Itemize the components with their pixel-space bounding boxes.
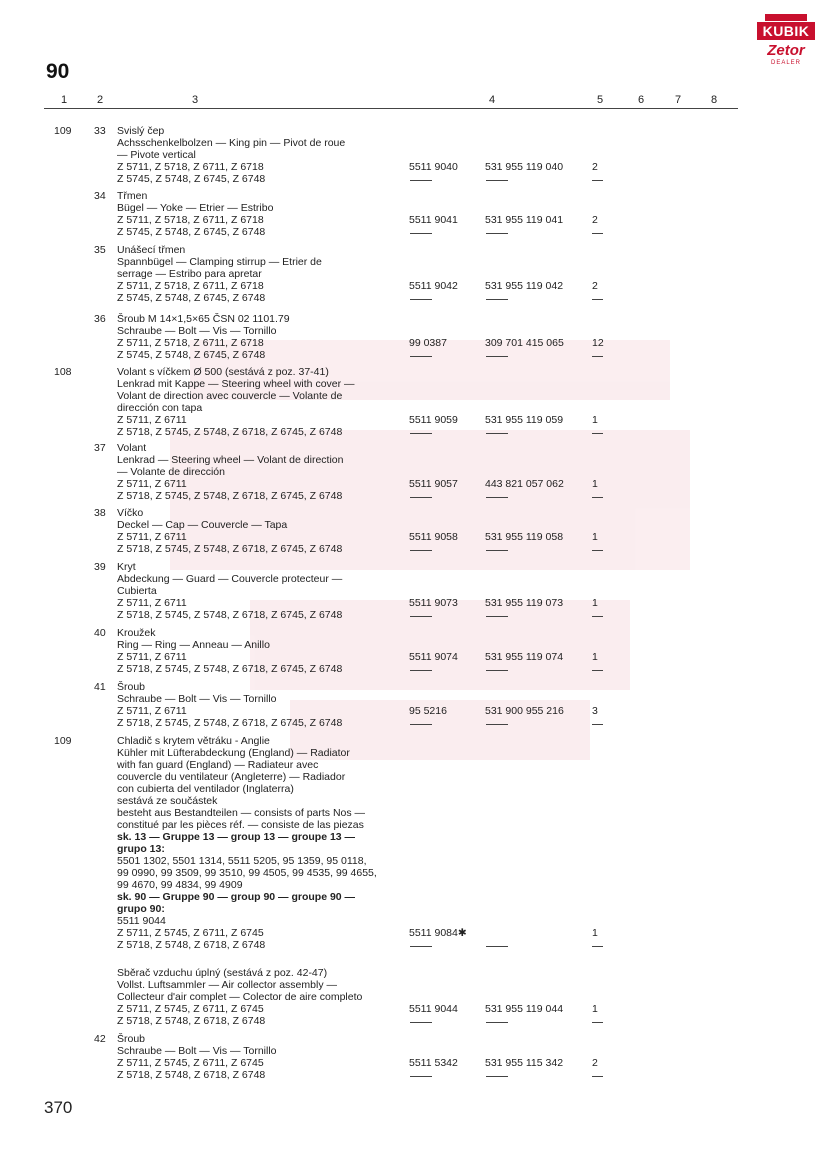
description-line: sk. 13 — Gruppe 13 — group 13 — groupe 13 — (117, 831, 356, 843)
quantity: 2 (592, 1057, 598, 1069)
ditto-dash (592, 180, 603, 181)
ditto-dash (410, 724, 432, 725)
ditto-dash (486, 180, 508, 181)
ditto-dash (592, 616, 603, 617)
part-number: 5511 9084✱ (409, 927, 467, 939)
ditto-dash (592, 497, 603, 498)
description-line: Kroužek (117, 627, 156, 639)
description-line: Volant (117, 442, 147, 454)
description-line: Cubierta (117, 585, 157, 597)
description-line: Z 5711, Z 6711 (117, 651, 187, 663)
description-line: con cubierta del ventilador (Inglaterra) (117, 783, 294, 795)
description-line: 5501 1302, 5501 1314, 5511 5205, 95 1359, 95 0118, (117, 855, 367, 867)
quantity: 1 (592, 1003, 598, 1015)
catalog-number: 531 955 119 058 (485, 531, 564, 543)
description-line: Z 5745, Z 5748, Z 6745, Z 6748 (117, 173, 266, 185)
description-line: Schraube — Bolt — Vis — Tornillo (117, 693, 277, 705)
part-number: 5511 9042 (409, 280, 458, 292)
description-line: Šroub (117, 681, 146, 693)
description-line: Ring — Ring — Anneau — Anillo (117, 639, 270, 651)
description-line: — Volante de dirección (117, 466, 225, 478)
description-line: Z 5718, Z 5745, Z 5748, Z 6718, Z 6745, Z 6748 (117, 426, 343, 438)
description-line: Deckel — Cap — Couvercle — Tapa (117, 519, 288, 531)
description-line: Z 5718, Z 5748, Z 6718, Z 6748 (117, 1069, 266, 1081)
description-line: sk. 90 — Gruppe 90 — group 90 — groupe 90 — (117, 891, 356, 903)
ditto-dash (592, 433, 603, 434)
catalog-number: 531 955 119 040 (485, 161, 564, 173)
position-number: 39 (94, 561, 106, 573)
quantity: 1 (592, 531, 598, 543)
col-head-8: 8 (711, 94, 718, 106)
logo-zetor-text: Zetor (767, 42, 805, 59)
description-line: Kryt (117, 561, 136, 573)
description-line: Z 5718, Z 5745, Z 5748, Z 6718, Z 6745, Z 6748 (117, 609, 343, 621)
part-number: 5511 9041 (409, 214, 458, 226)
description-line: besteht aus Bestandteilen — consists of parts Nos — (117, 807, 366, 819)
catalog-number: 531 900 955 216 (485, 705, 564, 717)
description-line: Schraube — Bolt — Vis — Tornillo (117, 325, 277, 337)
ditto-dash (410, 1022, 432, 1023)
ditto-dash (410, 616, 432, 617)
description-line: Z 5711, Z 5718, Z 6711, Z 6718 (117, 280, 264, 292)
description-line: Achsschenkelbolzen — King pin — Pivot de roue (117, 137, 346, 149)
description-line: Šroub M 14×1,5×65 ČSN 02 1101.79 (117, 313, 290, 325)
col-head-2: 2 (97, 94, 104, 106)
description-line: Z 5718, Z 5748, Z 6718, Z 6748 (117, 1015, 266, 1027)
ditto-dash (486, 946, 508, 947)
description-line: Třmen (117, 190, 148, 202)
col-head-4: 4 (489, 94, 496, 106)
position-number: 37 (94, 442, 106, 454)
ditto-dash (486, 550, 508, 551)
ditto-dash (592, 670, 603, 671)
ditto-dash (486, 1022, 508, 1023)
part-number: 99 0387 (409, 337, 447, 349)
ditto-dash (410, 946, 432, 947)
description-line: Z 5711, Z 5745, Z 6711, Z 6745 (117, 927, 264, 939)
catalog-number: 531 955 119 074 (485, 651, 564, 663)
position-number: 34 (94, 190, 106, 202)
description-line: Z 5718, Z 5745, Z 5748, Z 6718, Z 6745, Z 6748 (117, 543, 343, 555)
description-line: Chladič s krytem větráku - Anglie (117, 735, 270, 747)
description-line: Z 5711, Z 5718, Z 6711, Z 6718 (117, 214, 264, 226)
part-number: 5511 9058 (409, 531, 458, 543)
description-line: Schraube — Bolt — Vis — Tornillo (117, 1045, 277, 1057)
description-line: Spannbügel — Clamping stirrup — Etrier de (117, 256, 322, 268)
ditto-dash (410, 497, 432, 498)
description-line: couvercle du ventilateur (Angleterre) — Radiador (117, 771, 346, 783)
description-line: Z 5718, Z 5745, Z 5748, Z 6718, Z 6745, Z 6748 (117, 490, 343, 502)
ditto-dash (410, 180, 432, 181)
catalog-number: 443 821 057 062 (485, 478, 564, 490)
ditto-dash (410, 550, 432, 551)
description-line: constitué par les pièces réf. — consiste de las piezas (117, 819, 364, 831)
col-head-7: 7 (675, 94, 682, 106)
ditto-dash (592, 356, 603, 357)
position-number: 35 (94, 244, 106, 256)
description-line: with fan guard (England) — Radiateur avec (117, 759, 319, 771)
description-line: Z 5711, Z 6711 (117, 414, 187, 426)
position-number: 42 (94, 1033, 106, 1045)
ditto-dash (410, 299, 432, 300)
page-number: 90 (46, 60, 70, 83)
description-line: Lenkrad — Steering wheel — Volant de direction (117, 454, 344, 466)
quantity: 1 (592, 478, 598, 490)
group-number: 108 (54, 366, 72, 378)
catalog-number: 531 955 115 342 (485, 1057, 564, 1069)
col-head-3: 3 (192, 94, 199, 106)
ditto-dash (592, 550, 603, 551)
ditto-dash (486, 299, 508, 300)
part-number: 5511 9059 (409, 414, 458, 426)
description-line: 99 0990, 99 3509, 99 3510, 99 4505, 99 4535, 99 4655, (117, 867, 377, 879)
position-number: 33 (94, 125, 106, 137)
part-number: 5511 5342 (409, 1057, 458, 1069)
position-number: 41 (94, 681, 106, 693)
part-number: 5511 9074 (409, 651, 458, 663)
group-number: 109 (54, 125, 72, 137)
ditto-dash (486, 670, 508, 671)
description-line: sestává ze součástek (117, 795, 218, 807)
quantity: 12 (592, 337, 604, 349)
quantity: 1 (592, 651, 598, 663)
description-line: grupo 13: (117, 843, 165, 855)
col-head-1: 1 (61, 94, 68, 106)
description-line: Šroub (117, 1033, 146, 1045)
ditto-dash (410, 433, 432, 434)
col-head-6: 6 (638, 94, 645, 106)
description-line: Kühler mit Lüfterabdeckung (England) — Radiator (117, 747, 350, 759)
position-number: 40 (94, 627, 106, 639)
part-number: 95 5216 (409, 705, 447, 717)
description-line: Svislý čep (117, 125, 165, 137)
ditto-dash (410, 233, 432, 234)
description-line: Volant de direction avec couvercle — Volante de (117, 390, 343, 402)
catalog-number: 531 955 119 073 (485, 597, 564, 609)
quantity: 2 (592, 280, 598, 292)
description-line: Abdeckung — Guard — Couvercle protecteur — (117, 573, 343, 585)
quantity: 1 (592, 927, 598, 939)
description-line: Z 5711, Z 6711 (117, 531, 187, 543)
ditto-dash (410, 356, 432, 357)
ditto-dash (486, 356, 508, 357)
description-line: Collecteur d'air complet — Colector de aire completo (117, 991, 363, 1003)
ditto-dash (410, 1076, 432, 1077)
part-number: 5511 9040 (409, 161, 458, 173)
catalog-number: 531 955 119 042 (485, 280, 564, 292)
catalog-number: 531 955 119 041 (485, 214, 564, 226)
description-line: 5511 9044 (117, 915, 166, 927)
ditto-dash (592, 233, 603, 234)
position-number: 36 (94, 313, 106, 325)
description-line: 99 4670, 99 4834, 99 4909 (117, 879, 243, 891)
description-line: Z 5711, Z 5745, Z 6711, Z 6745 (117, 1003, 264, 1015)
ditto-dash (592, 299, 603, 300)
description-line: dirección con tapa (117, 402, 203, 414)
ditto-dash (486, 1076, 508, 1077)
ditto-dash (592, 1076, 603, 1077)
ditto-dash (592, 946, 603, 947)
description-line: Z 5745, Z 5748, Z 6745, Z 6748 (117, 292, 266, 304)
group-number: 109 (54, 735, 72, 747)
ditto-dash (486, 233, 508, 234)
logo-dealer-text: DEALER (770, 60, 801, 66)
description-line: Víčko (117, 507, 144, 519)
description-line: Z 5711, Z 5745, Z 6711, Z 6745 (117, 1057, 264, 1069)
quantity: 2 (592, 161, 598, 173)
catalog-number: 531 955 119 044 (485, 1003, 564, 1015)
ditto-dash (592, 1022, 603, 1023)
description-line: Z 5745, Z 5748, Z 6745, Z 6748 (117, 349, 266, 361)
catalog-number: 309 701 415 065 (485, 337, 564, 349)
ditto-dash (486, 616, 508, 617)
description-line: Sběrač vzduchu úplný (sestává z poz. 42-47) (117, 967, 328, 979)
part-number: 5511 9044 (409, 1003, 458, 1015)
ditto-dash (410, 670, 432, 671)
quantity: 1 (592, 597, 598, 609)
description-line: Z 5711, Z 6711 (117, 705, 187, 717)
ditto-dash (486, 724, 508, 725)
description-line: Z 5711, Z 5718, Z 6711, Z 6718 (117, 337, 264, 349)
description-line: Volant s víčkem Ø 500 (sestává z poz. 37-41) (117, 366, 329, 378)
quantity: 3 (592, 705, 598, 717)
description-line: Vollst. Luftsammler — Air collector assembly — (117, 979, 337, 991)
description-line: Bügel — Yoke — Etrier — Estribo (117, 202, 274, 214)
part-number: 5511 9073 (409, 597, 458, 609)
description-line: Lenkrad mit Kappe — Steering wheel with cover — (117, 378, 355, 390)
logo-bar (765, 14, 807, 21)
description-line: Unášecí třmen (117, 244, 186, 256)
logo-kubik-text: KUBIK (757, 22, 815, 40)
description-line: Z 5718, Z 5748, Z 6718, Z 6748 (117, 939, 266, 951)
quantity: 2 (592, 214, 598, 226)
ditto-dash (592, 724, 603, 725)
ditto-dash (486, 433, 508, 434)
catalog-number: 531 955 119 059 (485, 414, 564, 426)
description-line: grupo 90: (117, 903, 165, 915)
ditto-dash (486, 497, 508, 498)
description-line: Z 5745, Z 5748, Z 6745, Z 6748 (117, 226, 266, 238)
description-line: Z 5711, Z 6711 (117, 597, 187, 609)
description-line: Z 5718, Z 5745, Z 5748, Z 6718, Z 6745, Z 6748 (117, 663, 343, 675)
quantity: 1 (592, 414, 598, 426)
description-line: Z 5711, Z 5718, Z 6711, Z 6718 (117, 161, 264, 173)
description-line: — Pivote vertical (117, 149, 196, 161)
footer-page-number: 370 (44, 1098, 73, 1117)
description-line: Z 5711, Z 6711 (117, 478, 187, 490)
col-head-5: 5 (597, 94, 604, 106)
part-number: 5511 9057 (409, 478, 458, 490)
header-rule (44, 108, 738, 109)
description-line: Z 5718, Z 5745, Z 5748, Z 6718, Z 6745, Z 6748 (117, 717, 343, 729)
kubik-zetor-logo (755, 14, 817, 70)
description-line: serrage — Estribo para apretar (117, 268, 262, 280)
position-number: 38 (94, 507, 106, 519)
